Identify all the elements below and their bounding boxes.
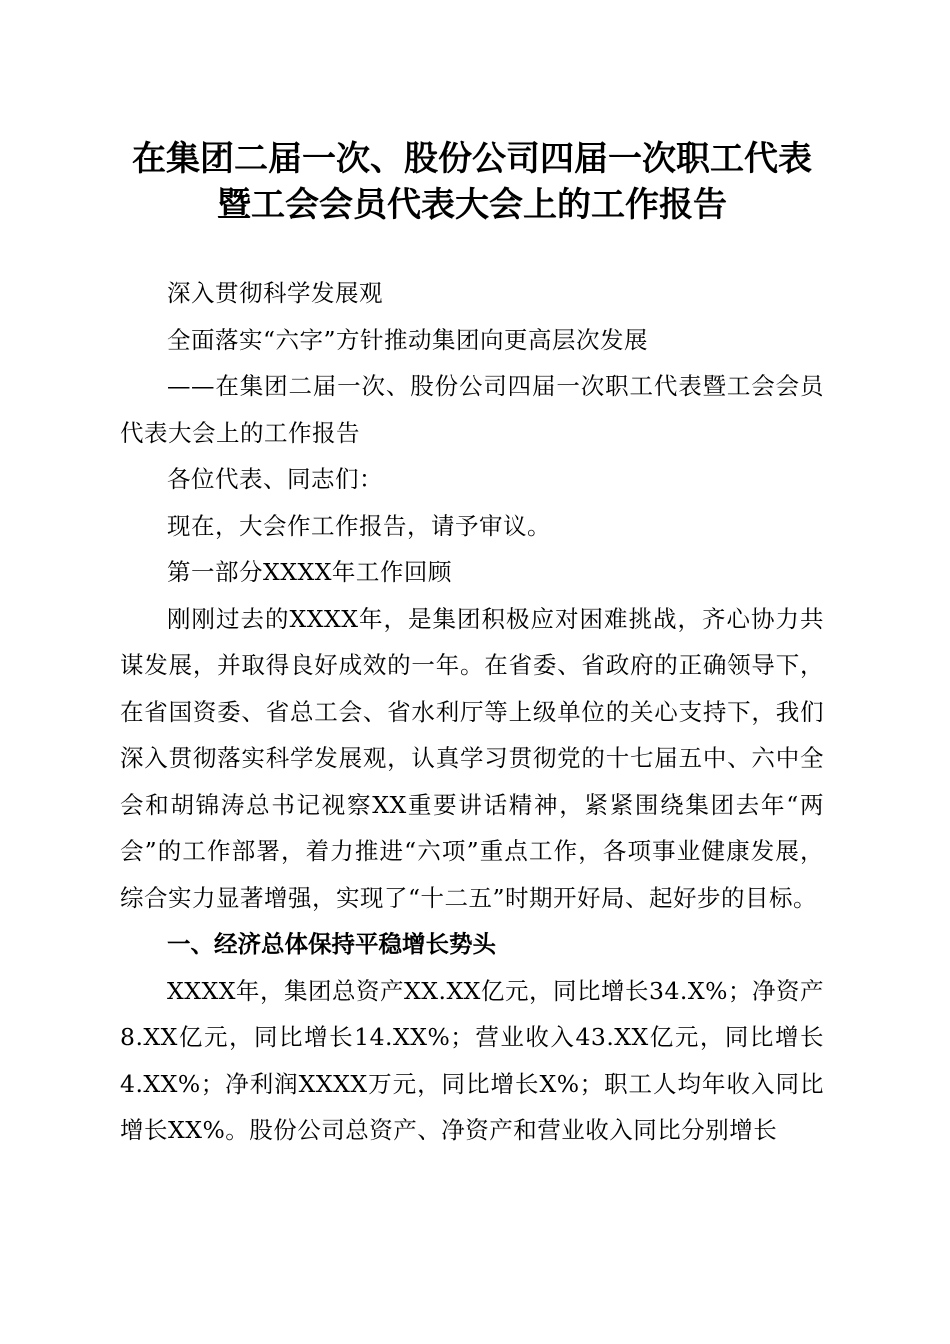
section-heading-1: 一、经济总体保持平稳增长势头 [167,930,496,958]
document-title [120,136,824,228]
title-line-1: 在集团二届一次、股份公司四届一次职工代表 [132,139,812,179]
document-page [120,136,824,1154]
part-one-heading: 第一部分XXXX年工作回顾 [167,558,452,586]
title-line-2: 暨工会会员代表大会上的工作报告 [217,185,727,225]
subtitle-line-1: 深入贯彻科学发展观 [167,279,383,307]
document-body [120,270,824,1154]
subtitle-line-2: 全面落实“六字”方针推动集团向更高层次发展 [167,325,649,354]
salutation: 各位代表、同志们： [167,465,383,493]
economy-paragraph: XXXX年，集团总资产XX.XX亿元，同比增长34.X%；净资产8.XX亿元，同比增长14.XX%；营业收入43.XX亿元，同比增长4.XX%；净利润XXXX万元，同比增长X%；职工人均年收入同比增长XX%。股份公司总资产、净资产和营业收入同比分别增长 [120,976,824,1144]
review-paragraph: 刚刚过去的XXXX年，是集团积极应对困难挑战，齐心协力共谋发展，并取得良好成效的一年。在省委、省政府的正确领导下，在省国资委、省总工会、省水利厅等上级单位的关心支持下，我们深入贯彻落实科学发展观，认真学习贯彻党的十七届五中、六中全会和胡锦涛总书记视察XX重要讲话精神，紧紧围绕集团去年“两会”的工作部署，着力推进“六项”重点工作，各项事业健康发展，综合实力显著增强，实现了“十二五”时期开好局、起好步的目标。 [120,604,824,912]
opening-sentence: 现在，大会作工作报告，请予审议。 [167,511,551,540]
subtitle-line-3: ——在集团二届一次、股份公司四届一次职工代表暨工会会员代表大会上的工作报告 [120,372,824,447]
